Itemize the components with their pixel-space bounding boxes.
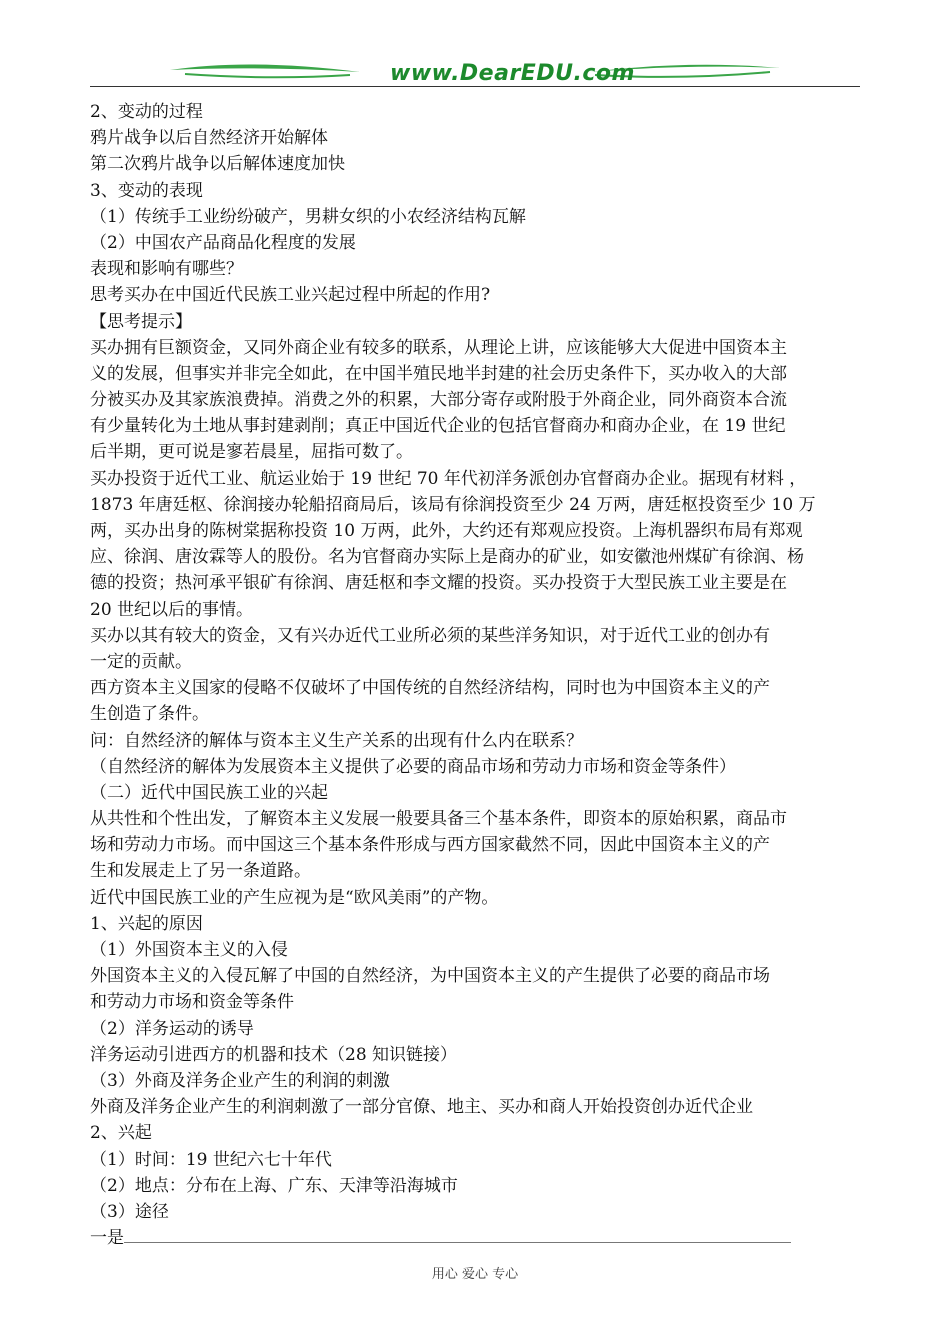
- text-line: 鸦片战争以后自然经济开始解体: [90, 128, 328, 149]
- text-line: （3）途径: [90, 1201, 169, 1222]
- text-line: （二）近代中国民族工业的兴起: [90, 782, 328, 803]
- text-line: 洋务运动引进西方的机器和技术（28 知识链接）: [90, 1044, 458, 1065]
- text-line: （3）外商及洋务企业产生的利润的刺激: [90, 1070, 390, 1091]
- text-line: 【思考提示】: [90, 311, 192, 332]
- text-line: 2、兴起: [90, 1123, 152, 1144]
- text-line: 买办以其有较大的资金，又有兴办近代工业所必须的某些洋务知识，对于近代工业的创办有: [90, 625, 770, 646]
- text-line: （自然经济的解体为发展资本主义提供了必要的商品市场和劳动力市场和资金等条件）: [90, 756, 736, 777]
- text-line: 从共性和个性出发，了解资本主义发展一般要具备三个基本条件，即资本的原始积累，商品市: [90, 809, 787, 830]
- text-line: 外国资本主义的入侵瓦解了中国的自然经济，为中国资本主义的产生提供了必要的商品市场: [90, 966, 770, 987]
- text-line: 买办投资于近代工业、航运业始于 19 世纪 70 年代初洋务派创办官督商办企业。据现有材料 ，: [90, 468, 807, 489]
- text-line: 有少量转化为土地从事封建剥削；真正中国近代企业的包括官督商办和商办企业，在 19 世纪: [90, 416, 786, 437]
- text-line: （2）洋务运动的诱导: [90, 1018, 254, 1039]
- text-line: 外商及洋务企业产生的利润刺激了一部分官僚、地主、买办和商人开始投资创办近代企业: [90, 1097, 753, 1118]
- text-line: 表现和影响有哪些？: [90, 259, 243, 280]
- header-rule: [90, 86, 860, 87]
- page-header: [90, 56, 860, 90]
- text-line: （2）地点：分布在上海、广东、天津等沿海城市: [90, 1175, 458, 1196]
- text-line: 生和发展走上了另一条道路。: [90, 861, 311, 882]
- text-line: 一定的贡献。: [90, 651, 192, 672]
- text-line: （1）时间：19 世纪六七十年代: [90, 1149, 332, 1170]
- document-body: [90, 99, 862, 1251]
- site-logo[interactable]: www.DearEDU.com: [390, 61, 635, 86]
- page-footer: 用心 爱心 专心: [431, 1267, 519, 1282]
- text-line: （1）传统手工业纷纷破产，男耕女织的小农经济结构瓦解: [90, 206, 526, 227]
- text-line: 1873 年唐廷枢、徐润接办轮船招商局后，该局有徐润投资至少 24 万两，唐廷枢投资至少 10 万: [90, 494, 816, 515]
- text-line: 第二次鸦片战争以后解体速度加快: [90, 154, 345, 175]
- text-line: 西方资本主义国家的侵略不仅破坏了中国传统的自然经济结构，同时也为中国资本主义的产: [90, 678, 770, 699]
- text-line: 2、变动的过程: [90, 102, 203, 122]
- fill-in-label: 一是: [90, 1228, 124, 1249]
- text-line: 1、兴起的原因: [90, 913, 203, 934]
- text-line: 3、变动的表现: [90, 180, 203, 201]
- text-line: 生创造了条件。: [90, 704, 209, 725]
- text-line: 问：自然经济的解体与资本主义生产关系的出现有什么内在联系？: [90, 730, 583, 751]
- text-line: （1）外国资本主义的入侵: [90, 940, 288, 960]
- text-line: （2）中国农产品商品化程度的发展: [90, 232, 356, 253]
- text-line: 思考买办在中国近代民族工业兴起过程中所起的作用?: [90, 285, 491, 306]
- fill-in-line: [90, 1225, 862, 1251]
- text-line: 德的投资；热河承平银矿有徐润、唐廷枢和李文耀的投资。买办投资于大型民族工业主要是在: [90, 573, 787, 594]
- text-line: 应、徐润、唐汝霖等人的股份。名为官督商办实际上是商办的矿业，如安徽池州煤矿有徐润、杨: [90, 547, 804, 568]
- text-line: 分被买办及其家族浪费掉。消费之外的积累，大部分寄存或附股于外商企业，同外商资本合流: [90, 390, 787, 411]
- text-line: 义的发展，但事实并非完全如此，在中国半殖民地半封建的社会历史条件下，买办收入的大部: [90, 363, 787, 384]
- text-line: 近代中国民族工业的产生应视为是“欧风美雨”的产物。: [90, 887, 499, 908]
- text-line: 场和劳动力市场。而中国这三个基本条件形成与西方国家截然不同，因此中国资本主义的产: [90, 835, 770, 856]
- text-line: 买办拥有巨额资金，又同外商企业有较多的联系，从理论上讲，应该能够大大促进中国资本主: [90, 337, 787, 358]
- text-line: 20 世纪以后的事情。: [90, 599, 254, 620]
- text-line: 和劳动力市场和资金等条件: [90, 992, 294, 1013]
- text-line: 两，买办出身的陈树棠据称投资 10 万两，此外，大约还有郑观应投资。上海机器织布局有郑观: [90, 521, 803, 541]
- answer-blank[interactable]: [124, 1226, 791, 1243]
- text-line: 后半期，更可说是寥若晨星，屈指可数了。: [90, 442, 413, 463]
